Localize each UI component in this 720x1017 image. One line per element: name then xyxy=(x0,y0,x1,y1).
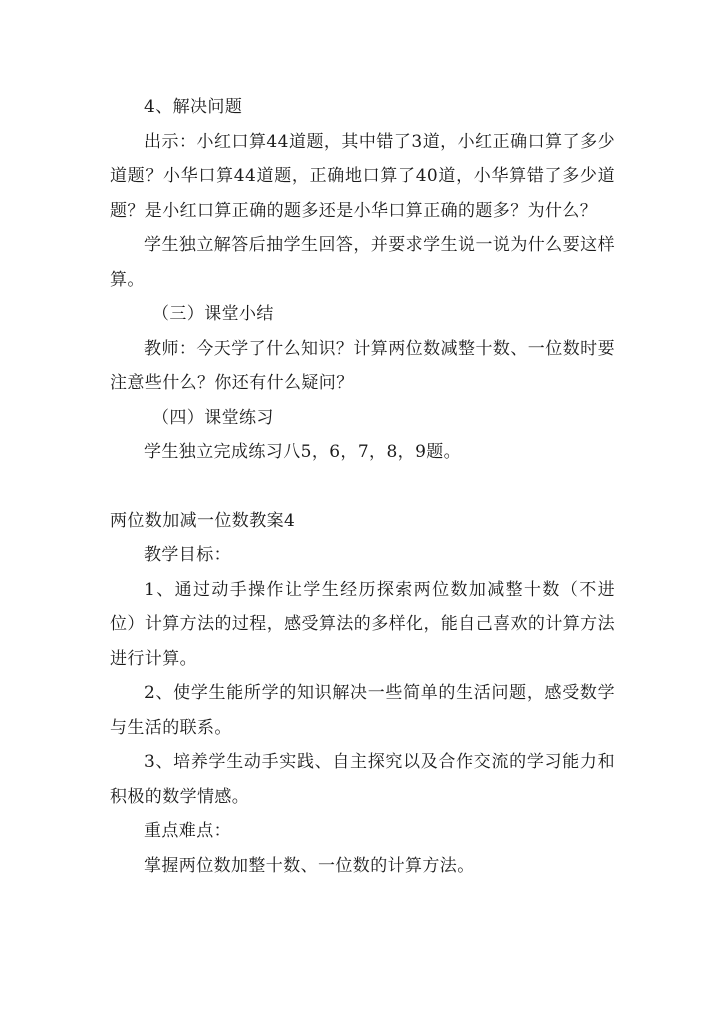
document-title: 两位数加减一位数教案4 xyxy=(110,510,296,531)
paragraph-problem-statement: 出示：小红口算44道题，其中错了3道，小红正确口算了多少道题？小华口算44道题，正确地口算了40道，小华算错了多少道题？是小红口算正确的题多还是小华口算正确的题多？为什么？ xyxy=(110,131,615,221)
section-heading-summary: （三）课堂小结 xyxy=(152,304,274,324)
objective-item-1: 1、通过动手操作让学生经历探索两位数加减整十数（不进位）计算方法的过程，感受算法的多样化，能自己喜欢的计算方法进行计算。 xyxy=(110,579,615,669)
paragraph-student-answer: 学生独立解答后抽学生回答，并要求学生说一说为什么要这样算。 xyxy=(110,235,615,290)
paragraph-teacher-questions: 教师：今天学了什么知识？计算两位数减整十数、一位数时要注意些什么？你还有什么疑问？ xyxy=(110,338,615,393)
section-heading-solve-problems: 4、解决问题 xyxy=(144,97,243,117)
section-spacer xyxy=(110,470,615,504)
paragraph-key-points: 掌握两位数加整十数、一位数的计算方法。 xyxy=(144,855,475,876)
objective-item-2: 2、使学生能所学的知识解决一些简单的生活问题，感受数学与生活的联系。 xyxy=(110,683,615,738)
document-body xyxy=(110,90,615,883)
section-heading-practice: （四）课堂练习 xyxy=(152,407,274,428)
section-heading-key-points: 重点难点： xyxy=(144,821,231,841)
section-heading-objectives: 教学目标： xyxy=(144,545,231,565)
paragraph-exercises: 学生独立完成练习八5，6，7，8，9题。 xyxy=(144,442,462,462)
objective-item-3: 3、培养学生动手实践、自主探究以及合作交流的学习能力和积极的数学情感。 xyxy=(110,752,615,807)
